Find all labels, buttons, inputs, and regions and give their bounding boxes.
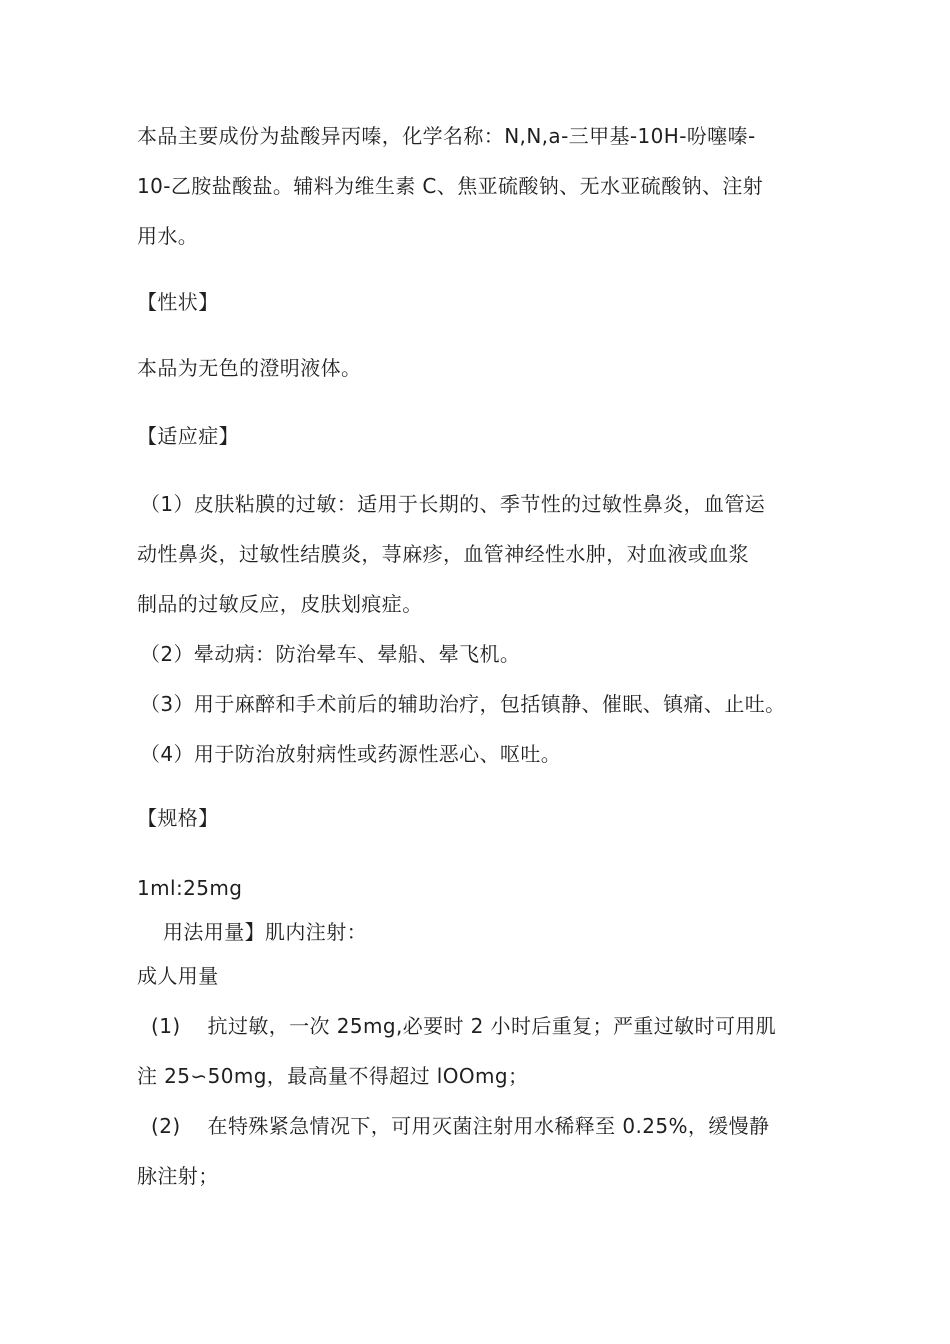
- dosage-item-1-line-2: 注 25∽50mg，最高量不得超过 lOOmg；: [137, 1064, 529, 1088]
- composition-line-2: 10-乙胺盐酸盐。辅料为维生素 C、焦亚硫酸钠、无水亚硫酸钠、注射: [137, 174, 764, 198]
- properties-text: 本品为无色的澄明液体。: [137, 356, 362, 380]
- indication-item-4: （4）用于防治放射病性或药源性恶心、呕吐。: [140, 742, 562, 766]
- dosage-heading: 用法用量】肌内注射：: [163, 920, 367, 944]
- dosage-item-2-line-2: 脉注射；: [137, 1164, 219, 1188]
- indication-item-1-line-2: 动性鼻炎，过敏性结膜炎，荨麻疹，血管神经性水肿，对血液或血浆: [137, 542, 749, 566]
- dosage-item-2-line-1: (2) 在特殊紧急情况下，可用灭菌注射用水稀释至 0.25%，缓慢静: [151, 1114, 770, 1138]
- indications-heading: 【适应症】: [137, 424, 239, 448]
- indication-item-3: （3）用于麻醉和手术前后的辅助治疗，包括镇静、催眠、镇痛、止吐。: [140, 692, 786, 716]
- adult-dosage-heading: 成人用量: [137, 964, 219, 988]
- indication-item-1-line-3: 制品的过敏反应，皮肤划痕症。: [137, 592, 423, 616]
- specification-heading: 【规格】: [137, 806, 219, 830]
- composition-line-3: 用水。: [137, 224, 199, 248]
- indication-item-1-line-1: （1）皮肤粘膜的过敏：适用于长期的、季节性的过敏性鼻炎，血管运: [140, 492, 766, 516]
- specification-value: 1ml:25mg: [137, 876, 243, 900]
- indication-item-2: （2）晕动病：防治晕车、晕船、晕飞机。: [140, 642, 521, 666]
- composition-line-1: 本品主要成份为盐酸异丙嗪，化学名称：N,N,a-三甲基-10H-吩噻嗪-: [137, 124, 756, 148]
- dosage-item-1-line-1: (1) 抗过敏，一次 25mg,必要时 2 小时后重复；严重过敏时可用肌: [151, 1014, 777, 1038]
- properties-heading: 【性状】: [137, 290, 219, 314]
